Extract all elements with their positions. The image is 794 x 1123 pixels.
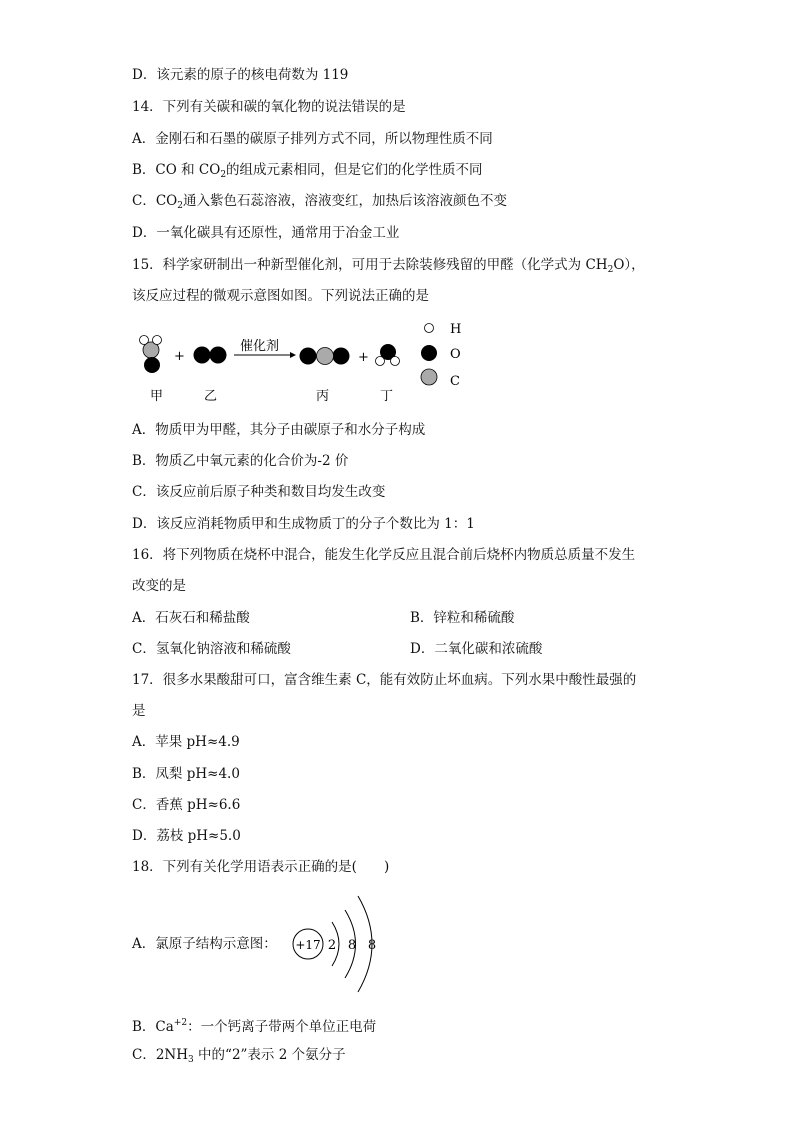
atom-legend bbox=[421, 322, 461, 389]
q14-option-b-pre: B．CO 和 CO bbox=[132, 162, 221, 178]
q14-option-c bbox=[132, 192, 507, 215]
oxygen-atom bbox=[194, 347, 211, 364]
legend-oxygen-icon bbox=[421, 345, 437, 361]
q15-option-a: A．物质甲为甲醛，其分子由碳原子和水分子构成 bbox=[132, 422, 426, 438]
q15-option-c: C．该反应前后原子种类和数目均发生改变 bbox=[132, 484, 386, 500]
q15-stem1-post: O）， bbox=[613, 257, 645, 273]
q17-option-a: A．苹果 pH≈4.9 bbox=[132, 734, 240, 750]
hydrogen-atom bbox=[391, 357, 400, 366]
q14-option-d: D．一氧化碳具有还原性，通常用于冶金工业 bbox=[132, 225, 400, 241]
legend-hydrogen-icon bbox=[425, 324, 434, 333]
q16-option-a: A．石灰石和稀盐酸 bbox=[132, 610, 250, 626]
q17-option-b: B．凤梨 pH≈4.0 bbox=[132, 766, 240, 782]
q15-stem-line1 bbox=[132, 256, 645, 279]
label-yi: 乙 bbox=[204, 389, 218, 404]
legend-o-label: O bbox=[450, 347, 461, 362]
q15-option-d: D．该反应消耗物质甲和生成物质丁的分子个数比为 1：1 bbox=[132, 516, 475, 532]
q13-option-d: D．该元素的原子的核电荷数为 119 bbox=[132, 67, 349, 83]
molecule-bing bbox=[300, 348, 350, 365]
shell-2-electrons: 8 bbox=[347, 938, 357, 953]
q15-stem-line2: 该反应过程的微观示意图如图。下列说法正确的是 bbox=[132, 288, 429, 304]
shell-1-electrons: 2 bbox=[327, 938, 337, 953]
q17-stem-line2: 是 bbox=[132, 703, 146, 719]
q14-stem: 14．下列有关碳和碳的氧化物的说法错误的是 bbox=[132, 99, 406, 115]
molecule-jia bbox=[140, 336, 162, 374]
q18-option-c-sub: 3 bbox=[188, 1055, 194, 1065]
q18-option-a-label: A．氯原子结构示意图： bbox=[132, 936, 277, 952]
label-jia: 甲 bbox=[150, 389, 164, 404]
q18-option-b-post: ：一个钙离子带两个单位正电荷 bbox=[187, 1019, 377, 1035]
molecule-ding bbox=[376, 344, 400, 366]
legend-carbon-icon bbox=[421, 369, 437, 385]
q16-option-d: D．二氧化碳和浓硫酸 bbox=[410, 641, 543, 657]
q14-option-b-sub: 2 bbox=[220, 170, 227, 180]
q16-option-b: B．锌粒和稀硫酸 bbox=[410, 610, 515, 626]
legend-c-label: C bbox=[450, 374, 460, 389]
plus-sign-2: + bbox=[358, 350, 369, 365]
q14-option-c-post: 通入紫色石蕊溶液，溶液变红，加热后该溶液颜色不变 bbox=[182, 193, 507, 209]
molecule-yi bbox=[194, 347, 227, 364]
catalyst-label: 催化剂 bbox=[240, 339, 280, 354]
oxygen-atom bbox=[144, 357, 160, 373]
q17-stem-line1: 17．很多水果酸甜可口，富含维生素 C，能有效防止坏血病。下列水果中酸性最强的 bbox=[132, 672, 637, 688]
q18-stem: 18．下列有关化学用语表示正确的是( ) bbox=[132, 859, 390, 875]
carbon-atom bbox=[317, 348, 334, 365]
reaction-diagram bbox=[130, 318, 480, 408]
oxygen-atom bbox=[210, 347, 227, 364]
q14-option-a: A．金刚石和石墨的碳原子排列方式不同，所以物理性质不同 bbox=[132, 131, 493, 147]
q18-option-b-pre: B．Ca bbox=[132, 1019, 174, 1035]
q17-option-d: D．荔枝 pH≈5.0 bbox=[132, 828, 241, 844]
q14-option-c-sub: 2 bbox=[177, 201, 183, 211]
q14-option-c-pre: C．CO bbox=[132, 193, 178, 209]
nucleus-charge: +17 bbox=[295, 938, 321, 952]
arrow-head-icon bbox=[290, 352, 296, 358]
q17-option-c: C．香蕉 pH≈6.6 bbox=[132, 797, 241, 813]
legend-h-label: H bbox=[450, 322, 462, 337]
q16-stem-line1: 16．将下列物质在烧杯中混合，能发生化学反应且混合前后烧杯内物质总质量不发生 bbox=[132, 547, 636, 563]
oxygen-atom bbox=[300, 348, 317, 365]
hydrogen-atom bbox=[140, 336, 149, 345]
q15-stem1-pre: 15．科学家研制出一种新型催化剂，可用于去除装修残留的甲醛（化学式为 CH bbox=[132, 257, 608, 273]
hydrogen-atom bbox=[153, 336, 162, 345]
q15-option-b: B．物质乙中氧元素的化合价为-2 价 bbox=[132, 453, 349, 469]
q16-stem-line2: 改变的是 bbox=[132, 578, 186, 594]
q18-option-b-sup: +2 bbox=[173, 1018, 188, 1028]
q14-option-b-post: 的组成元素相同，但是它们的化学性质不同 bbox=[226, 162, 483, 178]
q14-option-b bbox=[132, 161, 483, 184]
hydrogen-atom bbox=[376, 357, 385, 366]
shell-3-electrons: 8 bbox=[367, 938, 377, 953]
q18-option-c-post: 中的“2”表示 2 个氨分子 bbox=[193, 1047, 346, 1063]
label-ding: 丁 bbox=[380, 389, 394, 404]
q15-stem1-sub: 2 bbox=[607, 265, 614, 275]
q18-option-c-pre: C．2NH bbox=[132, 1047, 189, 1063]
plus-sign-1: + bbox=[174, 349, 185, 364]
q18-option-b bbox=[132, 1014, 376, 1036]
oxygen-atom bbox=[333, 348, 350, 365]
chlorine-atom-structure-diagram bbox=[288, 890, 388, 1000]
label-bing: 丙 bbox=[316, 389, 330, 404]
q16-option-c: C．氢氧化钠溶液和稀硫酸 bbox=[132, 641, 291, 657]
q18-option-c bbox=[132, 1046, 346, 1069]
